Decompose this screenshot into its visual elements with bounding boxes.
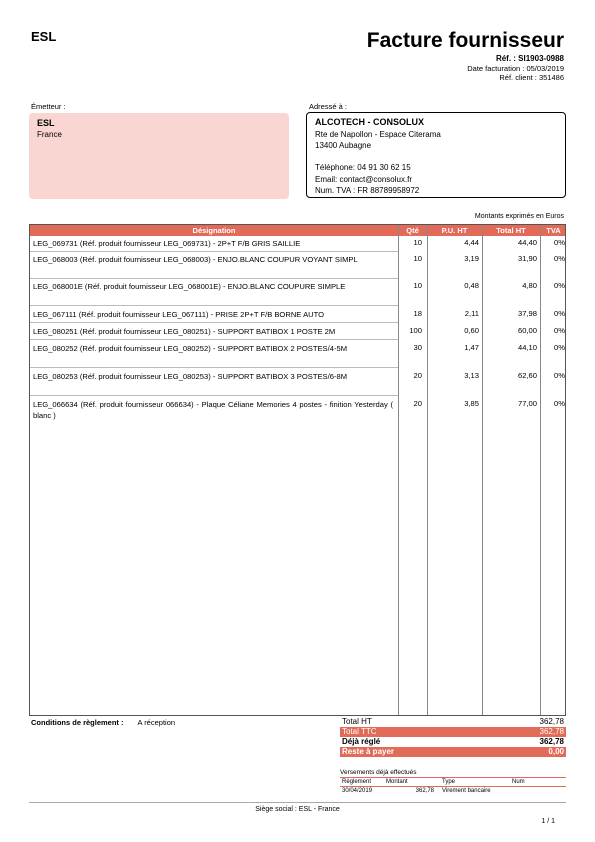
footer-text: Siège social : ESL - France xyxy=(255,806,340,813)
sender-country: France xyxy=(37,130,62,139)
payment-type: Virement bancaire xyxy=(442,788,491,794)
item-qty: 10 xyxy=(413,238,422,247)
item-description: LEG_068003 (Réf. produit fournisseur LEG_068003) - ENJO.BLANC COUPUR VOYANT SIMPL xyxy=(33,255,358,264)
recipient-label: Adressé à : xyxy=(309,102,347,111)
conditions-label: Conditions de règlement : xyxy=(31,718,124,727)
header-unit-price: P.U. HT xyxy=(441,226,468,235)
total-ht-label: Total HT xyxy=(342,717,372,726)
item-description: LEG_067111 (Réf. produit fournisseur LEG_067111) - PRISE 2P+T F/B BORNE AUTO xyxy=(33,310,325,319)
item-total: 62,60 xyxy=(517,371,537,380)
total-ht-row xyxy=(340,717,566,727)
page-number: 1 / 1 xyxy=(541,818,555,825)
header-qty: Qté xyxy=(406,226,419,235)
item-tva: 0% xyxy=(554,399,565,408)
recipient-box xyxy=(306,112,566,198)
recipient-phone: Téléphone: 04 91 30 62 15 xyxy=(315,163,411,172)
row-separator xyxy=(30,367,398,368)
recipient-name: ALCOTECH - CONSOLUX xyxy=(315,117,424,127)
sender-label: Émetteur : xyxy=(31,102,66,111)
item-description: LEG_080251 (Réf. produit fournisseur LEG_080251) - SUPPORT BATIBOX 1 POSTE 2M xyxy=(33,327,336,336)
sender-name: ESL xyxy=(37,118,55,128)
payments-table xyxy=(340,769,566,795)
item-description: LEG_069731 (Réf. produit fournisseur LEG_069731) - 2P+T F/B GRIS SAILLIE xyxy=(33,239,301,248)
total-ttc-value: 362,78 xyxy=(539,727,564,736)
item-tva: 0% xyxy=(554,343,565,352)
conditions-value: A réception xyxy=(137,718,176,727)
item-description: LEG_068001E (Réf. produit fournisseur LEG_068001E) - ENJO.BLANC COUPURE SIMPLE xyxy=(33,282,346,291)
total-ttc-label: Total TTC xyxy=(342,727,377,736)
remaining-value: 0,00 xyxy=(548,747,564,756)
client-ref: Réf. client : 351486 xyxy=(499,73,564,82)
item-total: 4,80 xyxy=(522,281,537,290)
recipient-vat: Num. TVA : FR 88789958972 xyxy=(315,186,420,195)
table-header xyxy=(30,225,565,236)
item-qty: 20 xyxy=(413,399,422,408)
payment-conditions xyxy=(31,718,175,727)
item-total: 60,00 xyxy=(517,326,537,335)
recipient-email: Email: contact@consolux.fr xyxy=(315,175,413,184)
item-qty: 10 xyxy=(413,281,422,290)
total-ttc-row xyxy=(340,727,566,737)
payments-header-type: Type xyxy=(442,779,456,785)
paid-row xyxy=(340,737,566,747)
recipient-address-1: Rte de Napollon - Espace Citerama xyxy=(315,130,441,139)
item-tva: 0% xyxy=(554,254,565,263)
item-total: 44,40 xyxy=(517,238,537,247)
column-divider xyxy=(427,225,428,715)
item-unit-price: 3,13 xyxy=(464,371,479,380)
item-tva: 0% xyxy=(554,281,565,290)
item-description: LEG_066634 (Réf. produit fournisseur 066634) - Plaque Céliane Memories 4 postes - finition Yesterday ( blanc ) xyxy=(33,400,393,420)
company-name: ESL xyxy=(31,29,57,44)
recipient-address-2: 13400 Aubagne xyxy=(315,141,372,150)
header-tva: TVA xyxy=(546,226,561,235)
payments-title: Versements déjà effectués xyxy=(340,769,566,778)
item-qty: 100 xyxy=(409,326,422,335)
item-total: 31,90 xyxy=(517,254,537,263)
payments-header-amount: Montant xyxy=(386,779,408,785)
invoice-date: Date facturation : 05/03/2019 xyxy=(467,64,564,73)
item-total: 44,10 xyxy=(517,343,537,352)
item-unit-price: 0,48 xyxy=(464,281,479,290)
payment-amount: 362,78 xyxy=(415,788,434,794)
row-separator xyxy=(30,339,398,340)
item-unit-price: 3,19 xyxy=(464,254,479,263)
payment-date: 30/04/2019 xyxy=(342,788,373,794)
item-tva: 0% xyxy=(554,309,565,318)
totals-block xyxy=(340,717,566,757)
item-total: 77,00 xyxy=(517,399,537,408)
item-unit-price: 4,44 xyxy=(464,238,479,247)
item-unit-price: 3,85 xyxy=(464,399,479,408)
item-tva: 0% xyxy=(554,326,565,335)
item-unit-price: 2,11 xyxy=(464,309,479,318)
payments-header-num: Num xyxy=(512,779,525,785)
payments-header xyxy=(340,778,566,787)
row-separator xyxy=(30,322,398,323)
currency-note: Montants exprimés en Euros xyxy=(474,213,564,220)
header-total-ht: Total HT xyxy=(496,226,526,235)
item-unit-price: 1,47 xyxy=(464,343,479,352)
item-qty: 20 xyxy=(413,371,422,380)
sender-box xyxy=(29,113,289,199)
item-qty: 10 xyxy=(413,254,422,263)
row-separator xyxy=(30,251,398,252)
item-description: LEG_080253 (Réf. produit fournisseur LEG_080253) - SUPPORT BATIBOX 3 POSTES/6-8M xyxy=(33,372,348,381)
row-separator xyxy=(30,395,398,396)
item-tva: 0% xyxy=(554,371,565,380)
payments-header-date: Règlement xyxy=(342,779,372,785)
item-description: LEG_080252 (Réf. produit fournisseur LEG_080252) - SUPPORT BATIBOX 2 POSTES/4-5M xyxy=(33,344,348,353)
column-divider xyxy=(482,225,483,715)
paid-label: Déjà réglé xyxy=(342,737,381,746)
item-qty: 30 xyxy=(413,343,422,352)
header-designation: Désignation xyxy=(192,226,236,235)
footer-divider xyxy=(29,802,566,803)
item-qty: 18 xyxy=(413,309,422,318)
item-total: 37,98 xyxy=(517,309,537,318)
paid-value: 362,78 xyxy=(539,737,564,746)
row-separator xyxy=(30,278,398,279)
item-tva: 0% xyxy=(554,238,565,247)
invoice-ref: Réf. : SI1903-0988 xyxy=(495,54,564,63)
items-table xyxy=(29,224,566,716)
item-unit-price: 0,60 xyxy=(464,326,479,335)
payment-row xyxy=(340,787,566,795)
row-separator xyxy=(30,305,398,306)
column-divider xyxy=(398,225,399,715)
total-ht-value: 362,78 xyxy=(539,717,564,726)
remaining-label: Reste à payer xyxy=(342,747,395,756)
remaining-row xyxy=(340,747,566,757)
document-title: Facture fournisseur xyxy=(366,29,564,52)
column-divider xyxy=(540,225,541,715)
